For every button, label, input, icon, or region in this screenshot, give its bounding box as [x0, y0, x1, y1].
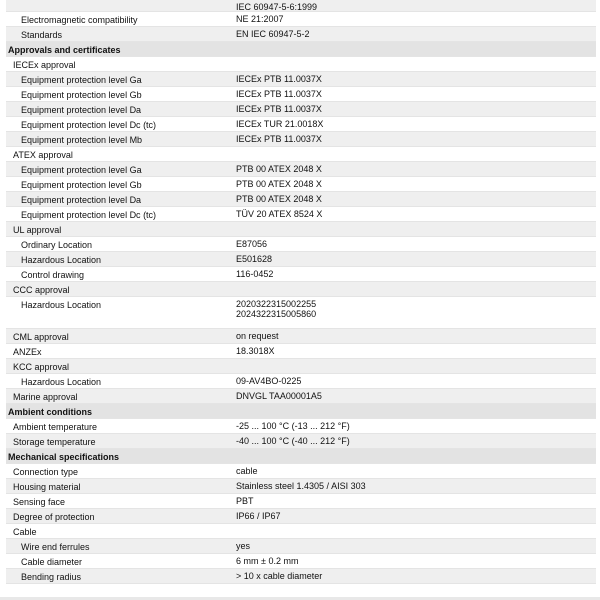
spec-label: Equipment protection level Gb: [21, 90, 142, 100]
spec-row: [6, 132, 596, 147]
spec-row: [6, 464, 596, 479]
spec-label: Bending radius: [21, 572, 82, 582]
spec-row: [6, 282, 596, 297]
spec-row: [6, 237, 596, 252]
spec-value: [236, 524, 596, 527]
spec-row: [6, 177, 596, 192]
spec-row: [6, 12, 596, 27]
spec-value: NE 21:2007: [236, 14, 284, 24]
spec-row: [6, 329, 596, 344]
spec-row: [6, 539, 596, 554]
spec-row: [6, 252, 596, 267]
spec-row: [6, 27, 596, 42]
spec-value: [236, 282, 596, 285]
spec-label: Ambient temperature: [13, 422, 98, 432]
spec-row: [6, 359, 596, 374]
spec-label: Equipment protection level Da: [21, 195, 142, 205]
spec-row: [6, 147, 596, 162]
spec-value: PBT: [236, 496, 254, 506]
spec-label: KCC approval: [13, 362, 70, 372]
spec-row: [6, 0, 596, 12]
section-header: [6, 449, 596, 464]
spec-label: UL approval: [13, 225, 62, 235]
section-title: Mechanical specifications: [8, 452, 120, 462]
spec-row: [6, 222, 596, 237]
spec-label: Marine approval: [13, 392, 78, 402]
spec-value: DNVGL TAA00001A5: [236, 391, 322, 401]
spec-value: yes: [236, 541, 251, 551]
spec-value: IECEx PTB 11.0037X: [236, 89, 322, 99]
spec-value: cable: [236, 466, 258, 476]
spec-value: PTB 00 ATEX 2048 X: [236, 194, 322, 204]
spec-row: [6, 509, 596, 524]
spec-row: [6, 87, 596, 102]
spec-label: Sensing face: [13, 497, 66, 507]
spec-label: Equipment protection level Ga: [21, 165, 142, 175]
spec-row: [6, 297, 596, 329]
spec-label: ATEX approval: [13, 150, 73, 160]
spec-label: Equipment protection level Da: [21, 105, 142, 115]
spec-value: IP66 / IP67: [236, 511, 281, 521]
spec-row: [6, 479, 596, 494]
spec-value: IECEx PTB 11.0037X: [236, 134, 322, 144]
spec-row: [6, 569, 596, 584]
spec-label: [6, 0, 236, 3]
spec-label: Equipment protection level Gb: [21, 180, 142, 190]
spec-row: [6, 494, 596, 509]
spec-value: -40 ... 100 °C (-40 ... 212 °F): [236, 436, 350, 446]
spec-row: [6, 524, 596, 539]
spec-value: 6 mm ± 0.2 mm: [236, 556, 299, 566]
spec-value: [236, 147, 596, 150]
spec-row: [6, 72, 596, 87]
spec-row: [6, 374, 596, 389]
spec-value: E87056: [236, 239, 268, 249]
spec-label: CML approval: [13, 332, 69, 342]
spec-row: [6, 192, 596, 207]
spec-value: TÜV 20 ATEX 8524 X: [236, 209, 323, 219]
spec-value: [236, 222, 596, 225]
spec-row: [6, 207, 596, 222]
spec-label: Hazardous Location: [21, 255, 102, 265]
spec-row: [6, 419, 596, 434]
spec-value: IECEx PTB 11.0037X: [236, 104, 322, 114]
spec-value: 116-0452: [236, 269, 274, 279]
spec-value: 18.3018X: [236, 346, 275, 356]
spec-value: PTB 00 ATEX 2048 X: [236, 179, 322, 189]
spec-label: Cable: [13, 527, 37, 537]
spec-label: Degree of protection: [13, 512, 95, 522]
spec-label: Equipment protection level Ga: [21, 75, 142, 85]
spec-value: PTB 00 ATEX 2048 X: [236, 164, 322, 174]
spec-label: IECEx approval: [13, 60, 76, 70]
spec-value: 09-AV4BO-0225: [236, 376, 302, 386]
spec-label: Electromagnetic compatibility: [21, 15, 138, 25]
spec-value: on request: [236, 331, 279, 341]
spec-label: Standards: [21, 30, 63, 40]
section-title: Ambient conditions: [8, 407, 92, 417]
spec-row: [6, 344, 596, 359]
spec-row: [6, 434, 596, 449]
spec-row: [6, 117, 596, 132]
spec-value: Stainless steel 1.4305 / AISI 303: [236, 481, 366, 491]
spec-value: IEC 60947-5-6:1999: [236, 2, 318, 12]
spec-value: IECEx PTB 11.0037X: [236, 74, 322, 84]
spec-row: [6, 554, 596, 569]
spec-label: Equipment protection level Mb: [21, 135, 143, 145]
spec-label: Equipment protection level Dc (tc): [21, 210, 157, 220]
spec-label: Cable diameter: [21, 557, 83, 567]
spec-value: [236, 57, 596, 60]
spec-label: Hazardous Location: [21, 377, 102, 387]
spec-row: [6, 267, 596, 282]
spec-label: Equipment protection level Dc (tc): [21, 120, 157, 130]
spec-value: EN IEC 60947-5-2: [236, 29, 310, 39]
section-header: [6, 404, 596, 419]
section-title: Approvals and certificates: [8, 45, 121, 55]
spec-label: ANZEx: [13, 347, 42, 357]
spec-value: E501628: [236, 254, 273, 264]
spec-label: Housing material: [13, 482, 81, 492]
spec-value: 2020322315002255 2024322315005860: [236, 299, 317, 319]
spec-label: Ordinary Location: [21, 240, 93, 250]
spec-row: [6, 102, 596, 117]
spec-label: Hazardous Location: [21, 300, 102, 310]
spec-label: Wire end ferrules: [21, 542, 90, 552]
spec-table: [6, 0, 596, 584]
spec-row: [6, 57, 596, 72]
spec-label: Control drawing: [21, 270, 85, 280]
spec-row: [6, 389, 596, 404]
spec-row: [6, 162, 596, 177]
spec-label: Storage temperature: [13, 437, 96, 447]
spec-value: IECEx TUR 21.0018X: [236, 119, 324, 129]
spec-value: -25 ... 100 °C (-13 ... 212 °F): [236, 421, 350, 431]
spec-label: Connection type: [13, 467, 79, 477]
section-header: [6, 42, 596, 57]
spec-value: > 10 x cable diameter: [236, 571, 323, 581]
spec-value: [236, 359, 596, 362]
spec-label: CCC approval: [13, 285, 70, 295]
